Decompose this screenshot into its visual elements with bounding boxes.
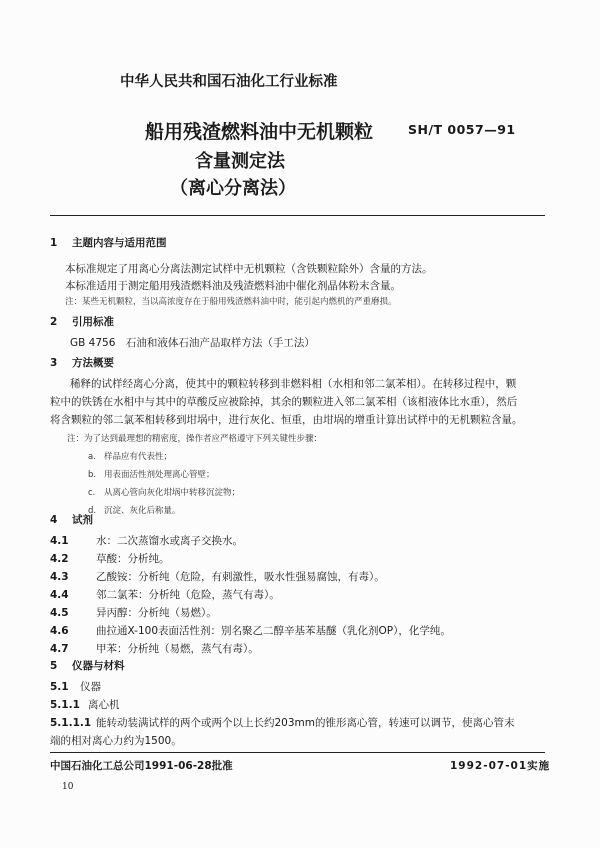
section-2-reference: GB 4756 石油和液体石油产品取样方法（手工法） bbox=[70, 337, 315, 349]
section-1-heading: 1 主题内容与适用范围 bbox=[50, 237, 167, 249]
section-3-line-3: 将含颗粒的邻二氯苯相转移到坩埚中，进行灰化、恒重，由坩埚的增重计算出试样中的无机颗粒含量。 bbox=[50, 414, 523, 426]
reagent-4-4: 4.4 邻二氯苯：分析纯（危险，蒸气有毒）。 bbox=[50, 589, 280, 601]
reagent-4-6: 4.6 曲拉通X-100表面活性剂：别名聚乙二醇辛基苯基醚（乳化剂OP），化学纯。 bbox=[50, 625, 451, 637]
title-line-3: （离心分离法） bbox=[170, 178, 296, 199]
section-5-1: 5.1 仪器 bbox=[50, 681, 101, 693]
section-3-note: 注：为了达到最理想的精密度，操作者应严格遵守下列关键性步骤： bbox=[67, 434, 323, 444]
section-3-line-1: 稀释的试样经离心分离，使其中的颗粒转移到非燃料相（水相和邻二氯苯相）。在转移过程中，颗 bbox=[70, 378, 517, 390]
section-5-1-1-1: 5.1.1.1 能转动装满试样的两个或两个以上长约203mm的锥形离心管，转速可以调节，使离心管末 bbox=[50, 717, 515, 729]
note-item-d: d. 沉淀、灰化后称量。 bbox=[88, 506, 181, 516]
standard-code: SH/T 0057—91 bbox=[408, 122, 516, 137]
section-5-1-1: 5.1.1 离心机 bbox=[50, 699, 120, 711]
top-rule bbox=[50, 215, 545, 216]
reagent-4-1: 4.1 水：二次蒸馏水或离子交换水。 bbox=[50, 535, 243, 547]
section-4-heading: 4 试剂 bbox=[50, 514, 93, 526]
reagent-4-3: 4.3 乙酸铵：分析纯（危险，有刺激性，吸水性强易腐蚀，有毒）。 bbox=[50, 571, 385, 583]
title-line-1: 船用残渣燃料油中无机颗粒 bbox=[145, 121, 374, 143]
section-3-line-2: 粒中的铁锈在水相中与其中的草酸反应被除掉，其余的颗粒进入邻二氯苯相（该相液体比水重），然后 bbox=[50, 396, 518, 408]
effective-date: 1992-07-01实施 bbox=[450, 760, 551, 772]
reagent-4-2: 4.2 草酸：分析纯。 bbox=[50, 553, 170, 565]
section-2-heading: 2 引用标准 bbox=[50, 316, 114, 328]
note-item-a: a. 样品应有代表性； bbox=[88, 452, 173, 462]
note-item-c: c. 从离心管向灰化坩埚中转移沉淀物； bbox=[88, 488, 241, 498]
reagent-4-7: 4.7 甲苯：分析纯（易燃，蒸气有毒）。 bbox=[50, 643, 259, 655]
issuing-authority: 中华人民共和国石油化工行业标准 bbox=[120, 74, 338, 90]
reagent-4-5: 4.5 异丙醇：分析纯（易燃）。 bbox=[50, 607, 217, 619]
section-5-1-1-1-cont: 端的相对离心力约为1500。 bbox=[50, 735, 182, 747]
section-1-note: 注：某些无机颗粒，当以高浓度存在于船用残渣燃料油中时，能引起内燃机的严重磨损。 bbox=[65, 297, 397, 307]
page-number: 10 bbox=[62, 782, 74, 792]
note-item-b: b. 用表面活性剂处理离心管壁； bbox=[88, 470, 215, 480]
section-1-para-1: 本标准规定了用离心分离法测定试样中无机颗粒（含铁颗粒除外）含量的方法。 bbox=[65, 263, 433, 275]
section-3-heading: 3 方法概要 bbox=[50, 357, 114, 369]
approval-date: 中国石油化工总公司1991-06-28批准 bbox=[50, 760, 233, 772]
section-1-para-2: 本标准适用于测定船用残渣燃料油及残渣燃料油中催化剂晶体粉末含量。 bbox=[65, 280, 401, 292]
bottom-rule bbox=[50, 752, 545, 753]
title-line-2: 含量测定法 bbox=[195, 151, 285, 172]
section-5-heading: 5 仪器与材料 bbox=[50, 660, 125, 672]
